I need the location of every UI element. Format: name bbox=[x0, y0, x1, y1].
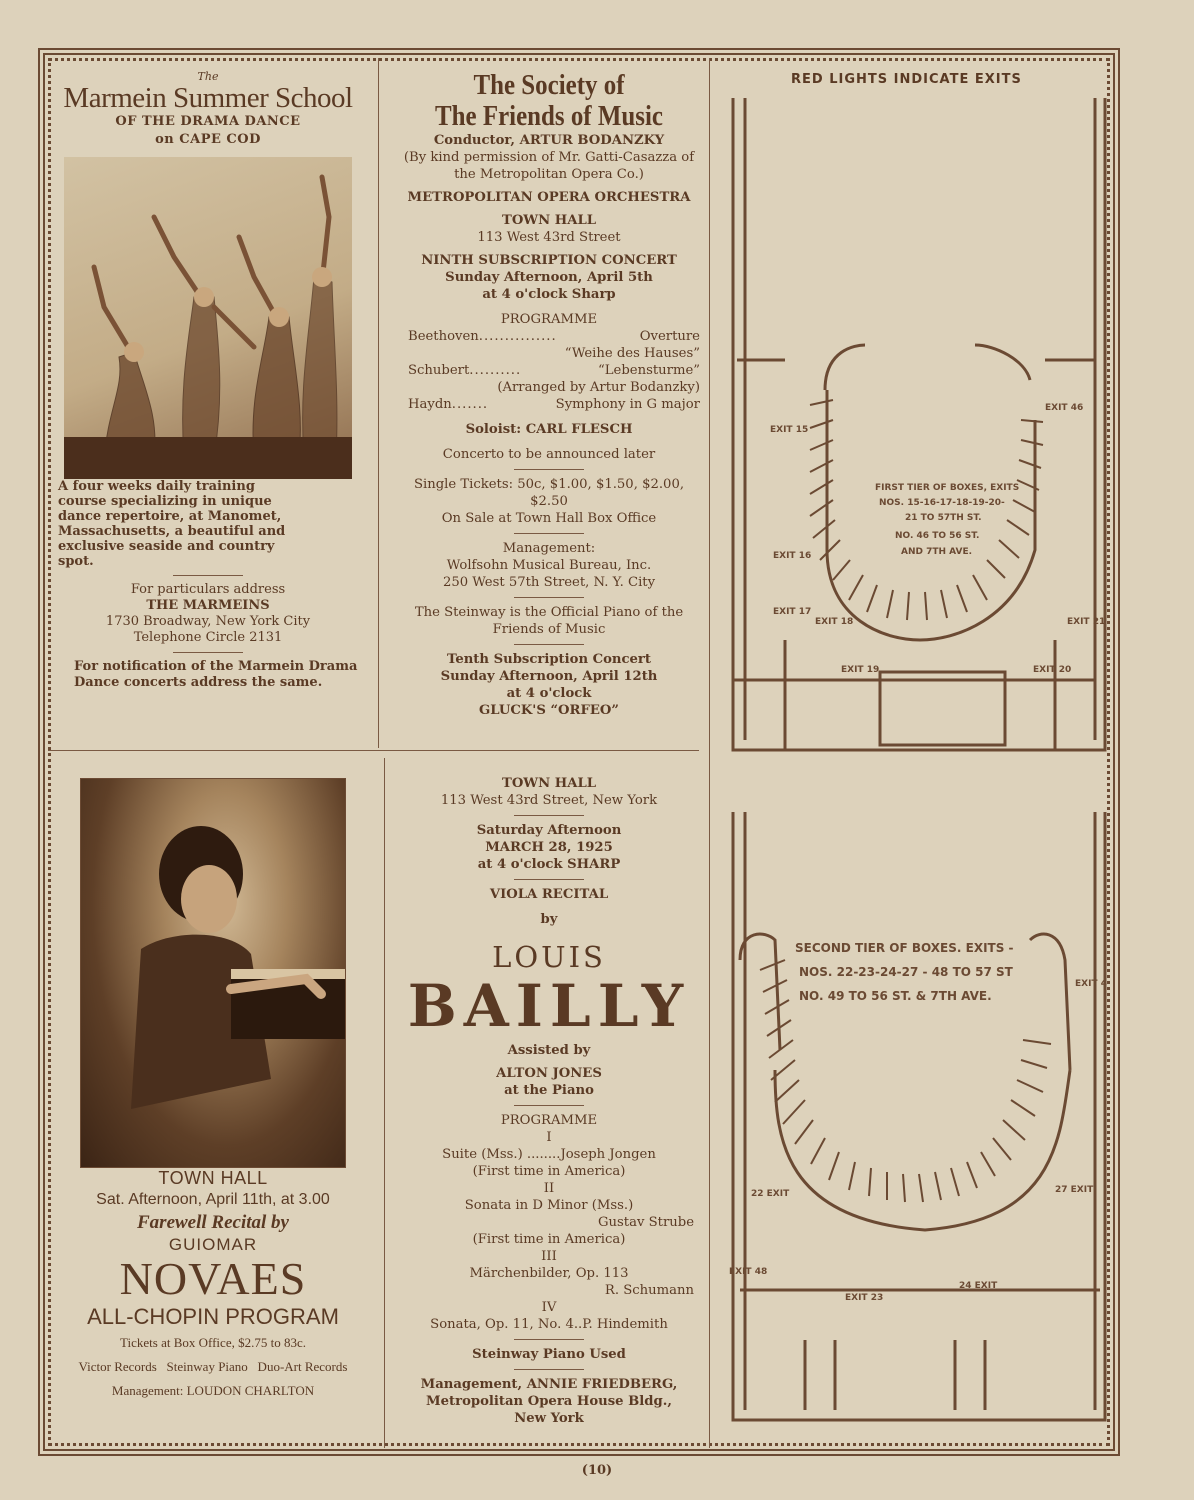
next-time: at 4 o'clock bbox=[506, 686, 592, 701]
concert-date: Sunday Afternoon, April 5th bbox=[445, 270, 653, 285]
pianist-photo bbox=[80, 778, 346, 1168]
concert-title: NINTH SUBSCRIPTION CONCERT bbox=[421, 253, 677, 268]
dancers-illustration bbox=[64, 157, 352, 479]
program-title: ALL-CHOPIN PROGRAM bbox=[87, 1304, 339, 1329]
part-number: III bbox=[541, 1249, 557, 1264]
first-tier-note: NOS. 15-16-17-18-19-20- bbox=[879, 498, 1005, 508]
exit-label: EXIT 16 bbox=[773, 551, 812, 561]
programme-line: (First time in America) bbox=[472, 1164, 626, 1179]
piano-note: The Steinway is the Official Piano of the Friends of Music bbox=[414, 605, 684, 637]
concerto-note: Concerto to be announced later bbox=[442, 447, 656, 462]
exit-label: EXIT 20 bbox=[1033, 665, 1072, 675]
first-tier-walls bbox=[733, 98, 1105, 750]
part-number: IV bbox=[541, 1300, 557, 1315]
novaes-tickets: Tickets at Box Office, $2.75 to 83c. bbox=[120, 1335, 306, 1350]
programme-line: Suite (Mss.) ........Joseph Jongen bbox=[442, 1147, 656, 1162]
row-divider bbox=[48, 750, 699, 751]
exit-label: EXIT 19 bbox=[841, 665, 880, 675]
part-number: II bbox=[543, 1181, 555, 1196]
ad-the: The bbox=[197, 70, 219, 83]
first-tier-note: FIRST TIER OF BOXES, EXITS bbox=[875, 483, 1020, 493]
work: Overture bbox=[639, 329, 700, 344]
by: by bbox=[540, 912, 558, 927]
leader-dots: ............... bbox=[478, 329, 557, 344]
exit-label: 27 EXIT bbox=[1055, 1185, 1094, 1195]
leader-dots: ....... bbox=[451, 397, 489, 412]
conductor: Conductor, ARTUR BODANZKY bbox=[433, 133, 665, 148]
programme-line: Märchenbilder, Op. 113 bbox=[469, 1266, 629, 1281]
ad-notification: For notification of the Marmein Drama Dance concerts address the same. bbox=[74, 659, 358, 690]
programme-line: Sonata, Op. 11, No. 4..P. Hindemith bbox=[430, 1317, 668, 1332]
programme-heading: PROGRAMME bbox=[500, 312, 598, 327]
column-divider bbox=[384, 758, 385, 1448]
novaes-management: Management: LOUDON CHARLTON bbox=[111, 1383, 315, 1398]
ad-title: Marmein Summer School bbox=[63, 82, 353, 114]
exit-label: EXIT 48 bbox=[729, 1267, 768, 1277]
second-tier-walls bbox=[733, 812, 1105, 1420]
bailly-management-city: New York bbox=[514, 1411, 584, 1426]
first-tier-note: NO. 46 TO 56 ST. bbox=[895, 531, 980, 541]
programme-item bbox=[398, 328, 700, 345]
ad-location: on CAPE COD bbox=[155, 132, 261, 147]
orchestra: METROPOLITAN OPERA ORCHESTRA bbox=[407, 190, 691, 205]
first-tier-note: AND 7TH AVE. bbox=[901, 547, 973, 557]
bailly-address: 113 West 43rd Street, New York bbox=[440, 793, 658, 808]
ad-subtitle: OF THE DRAMA DANCE bbox=[115, 114, 301, 129]
address: 113 West 43rd Street bbox=[477, 230, 621, 245]
second-tier-note: NO. 49 TO 56 ST. & 7TH AVE. bbox=[799, 989, 992, 1003]
bailly-day: Saturday Afternoon bbox=[476, 823, 622, 838]
performer-last-name: BAILLY bbox=[407, 972, 691, 1040]
bailly-date: MARCH 28, 1925 bbox=[485, 840, 613, 855]
assisted-by: Assisted by bbox=[507, 1043, 591, 1058]
novaes-advertisement bbox=[58, 778, 368, 1403]
bailly-recital bbox=[400, 775, 698, 1427]
piano-used: Steinway Piano Used bbox=[472, 1347, 626, 1362]
second-tier-note: SECOND TIER OF BOXES. EXITS - bbox=[795, 941, 1014, 955]
next-work: GLUCK'S “ORFEO” bbox=[479, 703, 619, 718]
management-address: 250 West 57th Street, N. Y. City bbox=[442, 575, 656, 590]
programme-heading: PROGRAMME bbox=[500, 1113, 598, 1128]
venue: TOWN HALL bbox=[502, 213, 596, 228]
novaes-records: Victor Records Steinway Piano Duo-Art Records bbox=[78, 1359, 348, 1374]
work: Symphony in G major bbox=[555, 397, 700, 412]
composer: Beethoven bbox=[408, 329, 479, 344]
performer-last-name: NOVAES bbox=[119, 1253, 307, 1304]
marmein-advertisement bbox=[58, 70, 358, 691]
farewell: Farewell Recital by bbox=[137, 1212, 289, 1233]
soloist: Soloist: CARL FLESCH bbox=[465, 422, 633, 437]
exits-heading: RED LIGHTS INDICATE EXITS bbox=[791, 72, 1022, 87]
management-label: Management: bbox=[502, 541, 596, 556]
pianist: ALTON JONES bbox=[496, 1066, 602, 1081]
exit-diagrams bbox=[715, 60, 1115, 1430]
column-divider bbox=[709, 58, 710, 1448]
tickets: Single Tickets: 50c, $1.00, $1.50, $2.00, $2.50 bbox=[413, 477, 685, 509]
novaes-venue: TOWN HALL bbox=[158, 1168, 268, 1188]
next-date: Sunday Afternoon, April 12th bbox=[440, 669, 658, 684]
pianist-illustration bbox=[81, 779, 345, 1167]
part-number: I bbox=[546, 1130, 552, 1145]
work: “Lebensturme” bbox=[598, 363, 700, 378]
programme-line: Gustav Strube bbox=[598, 1215, 694, 1230]
exit-label: 22 EXIT bbox=[751, 1189, 790, 1199]
exit-label: EXIT 21 bbox=[1067, 617, 1106, 627]
work-subtitle: (Arranged by Artur Bodanzky) bbox=[497, 380, 700, 395]
composer: Haydn bbox=[408, 397, 452, 412]
exit-label: 24 EXIT bbox=[959, 1281, 998, 1291]
leader-dots: .......... bbox=[469, 363, 522, 378]
bailly-management: Management, ANNIE FRIEDBERG, bbox=[420, 1377, 678, 1392]
composer: Schubert bbox=[408, 363, 470, 378]
exit-label: EXIT 18 bbox=[815, 617, 854, 627]
concert-time: at 4 o'clock Sharp bbox=[482, 287, 616, 302]
ad-name: THE MARMEINS bbox=[146, 598, 270, 613]
work-subtitle: “Weihe des Hauses” bbox=[564, 346, 700, 361]
management: Wolfsohn Musical Bureau, Inc. bbox=[446, 558, 652, 573]
permission: (By kind permission of Mr. Gatti-Casazza of the Metropolitan Opera Co.) bbox=[403, 150, 695, 182]
next-concert: Tenth Subscription Concert bbox=[447, 652, 651, 667]
society-title-2: The Friends of Music bbox=[435, 100, 663, 132]
dancers-photo bbox=[64, 157, 352, 479]
bailly-time: at 4 o'clock SHARP bbox=[477, 857, 621, 872]
performer-first-name: LOUIS bbox=[492, 940, 606, 974]
exit-label: EXIT 23 bbox=[845, 1293, 884, 1303]
exit-label: EXIT 4 bbox=[1075, 979, 1107, 989]
at-piano: at the Piano bbox=[504, 1083, 594, 1098]
programme-line: Sonata in D Minor (Mss.) bbox=[464, 1198, 634, 1213]
second-tier-note: NOS. 22-23-24-27 - 48 TO 57 ST bbox=[799, 965, 1013, 979]
on-sale: On Sale at Town Hall Box Office bbox=[441, 511, 657, 526]
programme-line: (First time in America) bbox=[472, 1232, 626, 1247]
ad-phone: Telephone Circle 2131 bbox=[133, 630, 283, 645]
performer-first-name: GUIOMAR bbox=[168, 1235, 258, 1254]
programme-line: R. Schumann bbox=[604, 1283, 694, 1298]
ad-particulars: For particulars address bbox=[130, 582, 286, 597]
first-tier-note: 21 TO 57TH ST. bbox=[905, 513, 982, 523]
exit-label: EXIT 46 bbox=[1045, 403, 1084, 413]
exit-label: EXIT 17 bbox=[773, 607, 812, 617]
society-friends-of-music bbox=[398, 70, 700, 719]
bailly-venue: TOWN HALL bbox=[502, 776, 596, 791]
ad-description: A four weeks daily training course specializing in unique dance repertoire, at Manomet, Massachusetts, a beautiful and exclusive seaside and country spot. bbox=[58, 479, 286, 569]
column-divider bbox=[378, 58, 379, 748]
bailly-management-address: Metropolitan Opera House Bldg., bbox=[426, 1394, 672, 1409]
programme-item bbox=[398, 362, 700, 379]
seating-plans bbox=[715, 60, 1115, 1430]
programme-item bbox=[398, 396, 700, 413]
programme-list bbox=[398, 328, 700, 413]
ad-address: 1730 Broadway, New York City bbox=[105, 614, 311, 629]
page-number: (10) bbox=[581, 1463, 613, 1478]
exit-label: EXIT 15 bbox=[770, 425, 809, 435]
novaes-date: Sat. Afternoon, April 11th, at 3.00 bbox=[96, 1191, 330, 1208]
recital-type: VIOLA RECITAL bbox=[489, 887, 609, 902]
society-title-1: The Society of bbox=[473, 69, 625, 101]
